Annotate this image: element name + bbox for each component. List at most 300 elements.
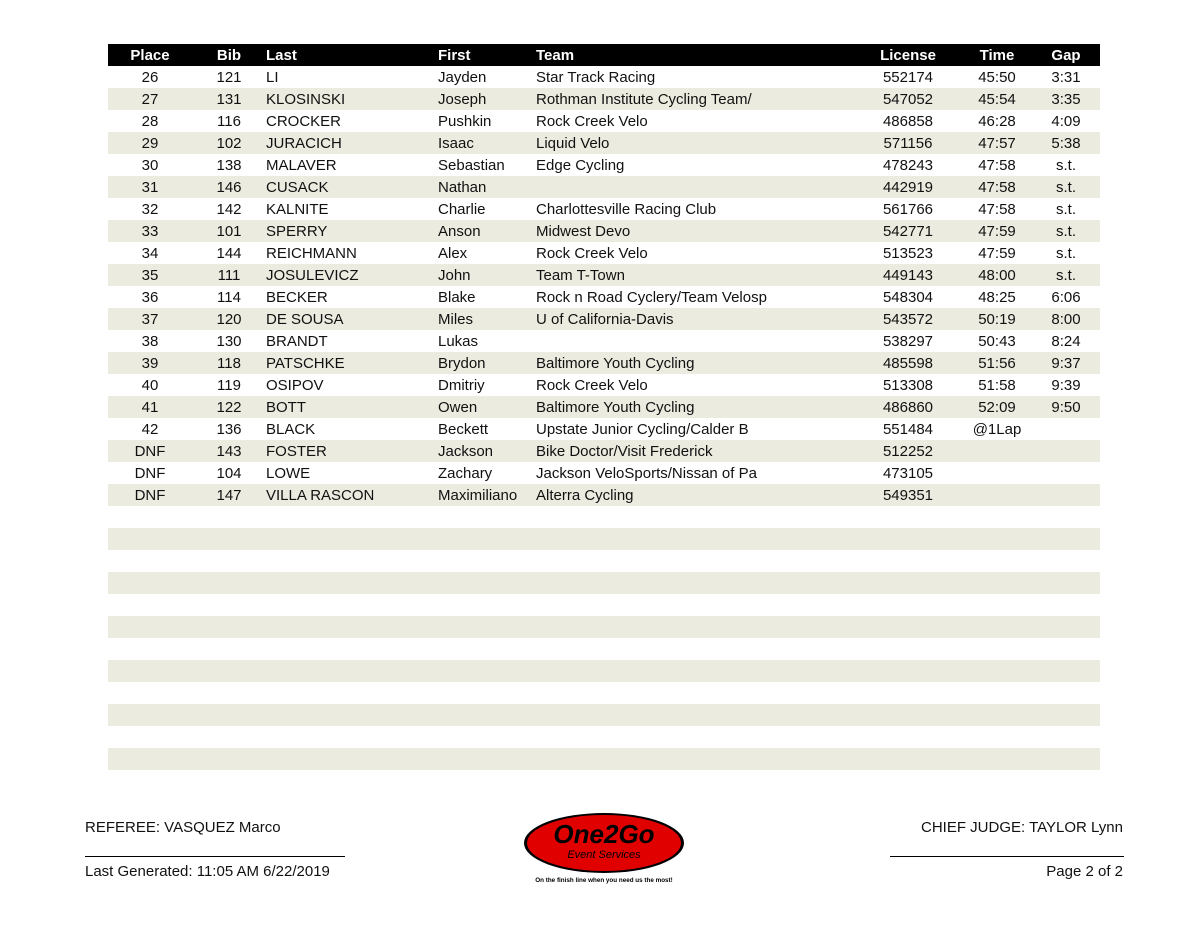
cell-bib: 118 (192, 352, 266, 374)
cell-gap (1032, 594, 1100, 616)
cell-license: 486858 (882, 112, 934, 130)
cell-team: Team T-Town (536, 264, 854, 286)
cell-bib: 101 (192, 220, 266, 242)
cell-place (108, 682, 192, 704)
cell-first: Nathan (438, 176, 536, 198)
header-license: License (854, 44, 962, 66)
cell-time: 47:59 (978, 244, 1016, 262)
cell-place (108, 770, 192, 792)
cell-last (266, 748, 438, 770)
referee-label: REFEREE: VASQUEZ Marco (85, 819, 281, 836)
cell-team: Jackson VeloSports/Nissan of Pa (536, 464, 757, 482)
cell-team (536, 550, 854, 572)
cell-license (854, 726, 962, 748)
cell-bib (192, 748, 266, 770)
cell-gap: s.t. (1032, 264, 1100, 286)
cell-time (962, 462, 1032, 484)
cell-gap: 9:37 (1032, 352, 1100, 374)
cell-first: Brydon (438, 352, 536, 374)
cell-gap: 9:39 (1051, 376, 1081, 394)
cell-gap: 8:24 (1051, 332, 1081, 350)
table-row (108, 396, 1100, 418)
cell-team: Baltimore Youth Cycling (536, 396, 854, 418)
cell-time (962, 528, 1032, 550)
table-row (108, 594, 1100, 616)
cell-team (536, 682, 854, 704)
cell-license: 473105 (882, 464, 934, 482)
table-header-row (108, 44, 1100, 66)
cell-first: Miles (438, 308, 536, 330)
cell-license (854, 528, 962, 550)
cell-time (962, 572, 1032, 594)
cell-bib: 130 (216, 332, 242, 350)
cell-last: CUSACK (266, 176, 438, 198)
cell-bib (192, 550, 266, 572)
cell-bib (192, 528, 266, 550)
cell-last: JURACICH (266, 132, 438, 154)
cell-first (438, 616, 536, 638)
table-row (108, 88, 1100, 110)
cell-place: 42 (141, 420, 159, 438)
table-row (108, 286, 1100, 308)
table-row (108, 506, 1100, 528)
cell-gap (1032, 440, 1100, 462)
cell-team: Bike Doctor/Visit Frederick (536, 440, 854, 462)
cell-time (962, 704, 1032, 726)
cell-bib (192, 660, 266, 682)
cell-time (962, 748, 1032, 770)
cell-place: 38 (141, 332, 159, 350)
cell-time: 48:25 (978, 288, 1016, 306)
cell-first (438, 572, 536, 594)
cell-team (536, 638, 854, 660)
cell-last (266, 528, 438, 550)
table-row (108, 308, 1100, 330)
header-bib: Bib (192, 44, 266, 66)
cell-first: Alex (438, 244, 468, 262)
cell-license: 478243 (882, 156, 934, 174)
table-row (108, 110, 1100, 132)
cell-time: 45:54 (962, 88, 1032, 110)
results-table (108, 44, 1100, 792)
cell-place (108, 638, 192, 660)
table-row (108, 462, 1100, 484)
header-last: Last (266, 44, 438, 66)
cell-last: REICHMANN (266, 244, 357, 262)
table-row (108, 66, 1100, 88)
cell-time: 47:59 (962, 220, 1032, 242)
table-row (108, 198, 1100, 220)
cell-team: Charlottesville Racing Club (536, 200, 717, 218)
cell-last: BECKER (266, 288, 328, 306)
cell-time: 52:09 (962, 396, 1032, 418)
table-row (108, 726, 1100, 748)
cell-place: DNF (108, 440, 192, 462)
cell-team (536, 594, 854, 616)
cell-bib: 114 (217, 288, 241, 306)
cell-gap (1032, 638, 1100, 660)
table-row (108, 484, 1100, 506)
table-row (108, 242, 1100, 264)
cell-time: 47:58 (978, 156, 1016, 174)
cell-license (854, 748, 962, 770)
cell-time: 46:28 (978, 112, 1016, 130)
cell-team: Midwest Devo (536, 220, 854, 242)
cell-place: 34 (141, 244, 159, 262)
referee-signature-line (85, 856, 345, 857)
table-row (108, 176, 1100, 198)
cell-license: 543572 (854, 308, 962, 330)
cell-bib (192, 704, 266, 726)
table-row (108, 616, 1100, 638)
cell-team: Rock n Road Cyclery/Team Velosp (536, 288, 767, 306)
cell-place: 40 (141, 376, 159, 394)
cell-license: 561766 (882, 200, 934, 218)
cell-license (854, 616, 962, 638)
cell-bib: 111 (192, 264, 266, 286)
cell-first: John (438, 264, 536, 286)
cell-bib: 147 (192, 484, 266, 506)
cell-first: Jackson (438, 440, 536, 462)
cell-first (438, 748, 536, 770)
header-team: Team (536, 44, 854, 66)
cell-place: 29 (108, 132, 192, 154)
cell-place: 31 (108, 176, 192, 198)
cell-gap (1032, 462, 1100, 484)
cell-last: JOSULEVICZ (266, 264, 438, 286)
cell-time: 50:19 (962, 308, 1032, 330)
cell-bib (192, 616, 266, 638)
cell-time: 51:58 (978, 376, 1016, 394)
header-first: First (438, 44, 536, 66)
cell-gap (1032, 726, 1100, 748)
cell-place (108, 726, 192, 748)
table-row (108, 352, 1100, 374)
cell-time: 48:00 (962, 264, 1032, 286)
cell-team: Upstate Junior Cycling/Calder B (536, 420, 749, 438)
cell-first: Blake (438, 288, 476, 306)
cell-license (854, 506, 962, 528)
cell-first (438, 594, 536, 616)
cell-first: Pushkin (438, 112, 492, 130)
cell-last: FOSTER (266, 440, 438, 462)
cell-last: MALAVER (266, 156, 337, 174)
cell-place: 41 (108, 396, 192, 418)
cell-last: SPERRY (266, 220, 438, 242)
cell-gap (1032, 506, 1100, 528)
chief-judge-signature-line (890, 856, 1124, 857)
cell-first: Charlie (438, 200, 486, 218)
cell-gap: 9:50 (1032, 396, 1100, 418)
cell-first (438, 506, 536, 528)
cell-license (854, 572, 962, 594)
cell-team: Star Track Racing (536, 68, 656, 86)
cell-place: 39 (108, 352, 192, 374)
table-row (108, 440, 1100, 462)
cell-last (266, 506, 438, 528)
cell-team (536, 528, 854, 550)
cell-first (438, 704, 536, 726)
cell-team (536, 572, 854, 594)
cell-time: @1Lap (972, 420, 1022, 438)
cell-time: 47:58 (962, 176, 1032, 198)
cell-license: 549351 (854, 484, 962, 506)
cell-gap: 8:00 (1032, 308, 1100, 330)
cell-team: Edge Cycling (536, 156, 625, 174)
cell-bib: 143 (192, 440, 266, 462)
cell-last (266, 660, 438, 682)
cell-place (108, 528, 192, 550)
cell-time: 45:50 (978, 68, 1016, 86)
cell-gap (1032, 682, 1100, 704)
cell-gap: 6:06 (1051, 288, 1081, 306)
cell-license: 449143 (854, 264, 962, 286)
cell-last: BRANDT (266, 332, 328, 350)
cell-bib: 138 (216, 156, 242, 174)
cell-bib (192, 770, 266, 792)
cell-bib (192, 572, 266, 594)
cell-time (962, 682, 1032, 704)
cell-team (536, 748, 854, 770)
cell-last: OSIPOV (266, 376, 324, 394)
cell-first: Joseph (438, 88, 536, 110)
cell-team: Baltimore Youth Cycling (536, 352, 854, 374)
cell-last (266, 616, 438, 638)
cell-bib: 131 (192, 88, 266, 110)
cell-license: 512252 (854, 440, 962, 462)
table-row (108, 132, 1100, 154)
cell-last: KLOSINSKI (266, 88, 438, 110)
table-row (108, 418, 1100, 440)
cell-time: 47:58 (978, 200, 1016, 218)
cell-gap: s.t. (1055, 156, 1076, 174)
cell-team (536, 704, 854, 726)
cell-bib: 144 (216, 244, 242, 262)
cell-gap: 4:09 (1051, 112, 1081, 130)
cell-last (266, 550, 438, 572)
cell-license: 551484 (882, 420, 934, 438)
cell-gap: s.t. (1032, 220, 1100, 242)
cell-gap: 3:31 (1051, 68, 1081, 86)
cell-bib: 104 (216, 464, 242, 482)
cell-team: U of California-Davis (536, 308, 854, 330)
cell-team: Liquid Velo (536, 132, 854, 154)
cell-last: LOWE (266, 464, 311, 482)
table-row (108, 374, 1100, 396)
cell-gap (1032, 660, 1100, 682)
cell-place: DNF (134, 464, 166, 482)
cell-place: 37 (108, 308, 192, 330)
cell-license (854, 682, 962, 704)
cell-time: 51:56 (962, 352, 1032, 374)
last-generated: Last Generated: 11:05 AM 6/22/2019 (85, 863, 330, 880)
cell-gap (1032, 484, 1100, 506)
cell-license: 442919 (854, 176, 962, 198)
cell-bib: 120 (192, 308, 266, 330)
cell-bib: 122 (192, 396, 266, 418)
cell-team: Rock Creek Velo (536, 244, 648, 262)
cell-license (854, 550, 962, 572)
cell-time (962, 506, 1032, 528)
cell-bib: 146 (192, 176, 266, 198)
cell-place (108, 748, 192, 770)
cell-time (962, 770, 1032, 792)
cell-gap: s.t. (1032, 176, 1100, 198)
cell-license (854, 638, 962, 660)
cell-place (108, 704, 192, 726)
cell-license: 548304 (882, 288, 934, 306)
cell-gap (1032, 770, 1100, 792)
cell-place: 26 (141, 68, 159, 86)
cell-bib: 119 (217, 376, 241, 394)
table-row (108, 704, 1100, 726)
cell-place (108, 572, 192, 594)
table-row (108, 154, 1100, 176)
cell-last (266, 726, 438, 748)
cell-place: 36 (141, 288, 159, 306)
table-row (108, 660, 1100, 682)
cell-team (536, 616, 854, 638)
cell-license: 538297 (882, 332, 934, 350)
cell-first (438, 660, 536, 682)
cell-time (962, 484, 1032, 506)
cell-first: Beckett (438, 420, 489, 438)
cell-last (266, 770, 438, 792)
cell-license: 513308 (882, 376, 934, 394)
cell-license (854, 594, 962, 616)
cell-time (962, 550, 1032, 572)
cell-gap (1032, 704, 1100, 726)
cell-gap: s.t. (1055, 200, 1076, 218)
table-row (108, 220, 1100, 242)
cell-place: 30 (141, 156, 159, 174)
cell-time (962, 616, 1032, 638)
cell-gap (1032, 550, 1100, 572)
cell-license (854, 770, 962, 792)
cell-first: Dmitriy (438, 376, 485, 394)
cell-time (962, 638, 1032, 660)
cell-place: 28 (141, 112, 159, 130)
cell-time: 50:43 (978, 332, 1016, 350)
cell-last: BOTT (266, 396, 438, 418)
cell-first: Lukas (438, 332, 479, 350)
cell-last: LI (266, 68, 279, 86)
logo-tagline: On the finish line when you need us the most! (535, 877, 673, 884)
cell-team: Rock Creek Velo (536, 376, 648, 394)
cell-bib (192, 506, 266, 528)
cell-license: 547052 (854, 88, 962, 110)
cell-bib (192, 594, 266, 616)
cell-team (536, 330, 854, 352)
cell-last: BLACK (266, 420, 316, 438)
cell-first: Anson (438, 220, 536, 242)
header-place: Place (108, 44, 192, 66)
cell-first (438, 550, 536, 572)
cell-place: 33 (108, 220, 192, 242)
one2go-logo (520, 810, 690, 886)
cell-first (438, 638, 536, 660)
cell-first (438, 726, 536, 748)
table-row (108, 550, 1100, 572)
cell-first: Maximiliano (438, 484, 536, 506)
cell-time (962, 660, 1032, 682)
cell-license: 485598 (854, 352, 962, 374)
header-gap: Gap (1032, 44, 1100, 66)
cell-last: CROCKER (266, 112, 342, 130)
cell-bib: 121 (216, 68, 242, 86)
cell-license (854, 704, 962, 726)
cell-team (536, 770, 854, 792)
cell-team (536, 506, 854, 528)
cell-team: Rock Creek Velo (536, 112, 648, 130)
table-row (108, 264, 1100, 286)
cell-first (438, 528, 536, 550)
cell-last (266, 594, 438, 616)
cell-gap (1032, 748, 1100, 770)
cell-team: Rothman Institute Cycling Team/ (536, 88, 854, 110)
cell-gap: 3:35 (1032, 88, 1100, 110)
cell-gap (1032, 572, 1100, 594)
cell-last (266, 682, 438, 704)
cell-bib: 102 (192, 132, 266, 154)
cell-first (438, 770, 536, 792)
cell-license: 552174 (882, 68, 934, 86)
cell-bib (192, 638, 266, 660)
table-row (108, 528, 1100, 550)
logo-name: One2Go (553, 819, 655, 849)
cell-bib: 142 (216, 200, 242, 218)
cell-last: PATSCHKE (266, 352, 438, 374)
cell-license: 486860 (854, 396, 962, 418)
cell-place: 32 (141, 200, 159, 218)
cell-last (266, 704, 438, 726)
cell-bib: 136 (216, 420, 242, 438)
cell-gap: 5:38 (1032, 132, 1100, 154)
cell-first (438, 682, 536, 704)
cell-place (108, 506, 192, 528)
cell-time (962, 726, 1032, 748)
cell-first: Jayden (438, 68, 487, 86)
cell-place (108, 550, 192, 572)
cell-place (108, 616, 192, 638)
table-row (108, 638, 1100, 660)
page-number: Page 2 of 2 (1046, 863, 1123, 880)
cell-time (962, 594, 1032, 616)
cell-time (962, 440, 1032, 462)
table-row (108, 572, 1100, 594)
cell-gap (1032, 418, 1100, 440)
cell-last: VILLA RASCON (266, 484, 438, 506)
cell-gap: s.t. (1055, 244, 1076, 262)
cell-time: 47:57 (962, 132, 1032, 154)
cell-gap (1032, 616, 1100, 638)
table-row (108, 748, 1100, 770)
cell-bib: 116 (217, 112, 241, 130)
cell-bib (192, 726, 266, 748)
cell-place (108, 660, 192, 682)
cell-first: Isaac (438, 132, 536, 154)
cell-last: KALNITE (266, 200, 329, 218)
cell-place: 27 (108, 88, 192, 110)
table-row (108, 330, 1100, 352)
chief-judge-label: CHIEF JUDGE: TAYLOR Lynn (921, 819, 1123, 836)
cell-place (108, 594, 192, 616)
table-row (108, 682, 1100, 704)
table-row (108, 770, 1100, 792)
cell-place: DNF (108, 484, 192, 506)
cell-first: Owen (438, 396, 536, 418)
cell-team (536, 660, 854, 682)
